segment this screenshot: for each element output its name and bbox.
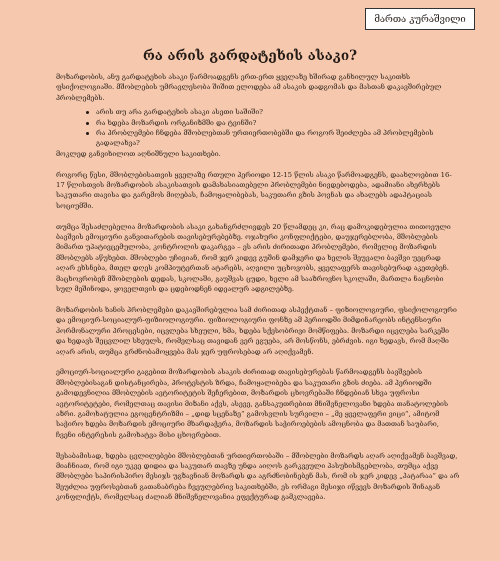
- author-name-box: [365, 8, 475, 30]
- body-paragraph: ემოციურ-სოციალური გაგებით მოზარდობის ასაკის ძირითად თავისებურებას წარმოადგენს ბავშვების მშობლებისაგან დისტანცირება, პროტესტის ზრდა, ჩამოყალიბება და საკუთარი გზის ძიება. ამ პერიოდში გამოდევნილია მშობლების ავტორიტეტის შეჩერებით, მოზარდის ცხოვრებაში ჩნდებიან სხვა უფროსი ავტორიტეტები, რომელთაც თავისი მიზანი აქვს, ასევე, განსაკუთრებით მნიშვნელოვანი ხდება თანატოლების აზრი. გამოხატულია ეგოცენტრიზმი – „დიდ სცენაზე“ გამოსვლის სურვილი – „მე ყველაფერი ვიცი“, ამიტომ საჭირო ხდება მოზარდის ემოციური მხარდაჭერა, მოზარდის საჭიროებების ამოცნობა და მათთან საუბარი, ჩვენი ინტერესის გამოხატვა მისი ცხოვრებით.: [56, 368, 449, 439]
- page-title: რა არის გარდატეხის ასაკი?: [142, 48, 358, 64]
- list-item: არის თუ არა გარდატეხის ასაკი ასეთი საშიში?: [96, 107, 460, 117]
- intro-paragraph: მოზარდობის, ანუ გარდატეხის ასაკი წარმოადგენს ერთ-ერთ ყველაზე ხშირად განხილულ საკითხს ფსიქოლოგიაში. მშობლების უმრავლესობა შიშით ელოდება ამ ასაკის დადგომას და მასთან დაკავშირებულ პრობლემებს.: [56, 73, 442, 102]
- article-body: [56, 72, 460, 513]
- intro-summary: მოკლედ განვიხილოთ აღნიშნული საკითხები.: [56, 149, 221, 158]
- list-item: რა პრობლემები ჩნდება მშობლებთან ურთიერთობებში და როგორ შეიძლება ამ პრობლემების გადალახვა?: [96, 128, 460, 149]
- body-paragraph: როგორც წესი, მშობლებისათვის ყველაზე რთული პერიოდი 12-15 წლის ასაკი წარმოადგენს, დაახლოებით 16-17 წლისთვის მოზარდობის ასაკისათვის დამახასიათებელი პრობლემები ნივდებოდება, ადამიანი ახერხებს საკუთარი თავისა და გარემოს მიღებას, ჩამოყალიბებას, საკუთარი გზის პოვნას და ახალებს ადაპტაციას სოციუმში.: [56, 170, 452, 210]
- body-paragraph: თუმცა შესაძლებელია მოზარდობის ასაკი გახანგრძლივდეს 20 წლამდეც კი, რაც დამოკიდებულია თითოეული ბავშვის ემოციური განვითარების თავისებურებებზე. ოჯახური კონფლიქტები, დაუჯერებლობა, მშობლების მიმართ უპატივცემულობა, კონტროლის დაკარგვა – ეს არის ძირითადი პრობლემები, რომელიც მოზარდის მშობლებს აწუხებთ. მშობლები უჩივიან, რომ ჯერ კიდევ გუშინ დამჯერი და ხელის შეუვალი ბავშვი უეცრად აღარ ეხსნება, მთელ დღეს კომპიუტერთან ატარებს, აღვილი უცხოვობს, ყველაფერს თავისებურად აკეთებენ. მაცხოვრობენ მშობლების დედას, სკოლაში, გაუშვას ცუდი, ხელი ამ სააზროვნო სკოლაში, მართლა ნაცნობი სულ მეშინოდა, ყოველთვის და ცდებოდნენ იდეალურ ადგილებზე.: [56, 222, 451, 294]
- body-paragraph: მოზარდობის ხანის პრობლემები დაკავშირებულია სამ ძირითად ასპექტთან – ფიზიოლოგიური, ფსიქოლოგიური და ემოციურ-სოციალურ-ფიზიოლოგიური. ფიზიოლოგიური ფონზე ამ პერიოდში მიმდინარეობს ინტენსიური ჰორმონალური პროცესები, იცვლება სხეული, ხმა, ხდება სქესობრივი მომწიფება. მოზარდი იცვლება სარკეში და ხედავს შეცვლილ სხეულს, რომელსაც თავიდან ვერ ეგუება, არ მოსწონს, ებრძვის. იგი ხედავს, რომ მაღში აღარ არის, თუმცა გრძნობამოყვება მას ჯერ უფროსებად არ აღიქვამენ.: [56, 305, 457, 356]
- question-list: [56, 107, 460, 149]
- list-item: რა ხდება მოზარდის ორგანიზმში და ტვინში?: [96, 118, 460, 128]
- body-paragraph: შესაბამისად, ხდება ცვლილებები მშობლებთან ურთიერთობაში – მშობლები მოზარდს აღარ აღიქვამენ ბავშვად, მიაჩნიათ, რომ იგი უკვე დიდია და საკუთარ თავზე უნდა აიღოს გარკვეული პასუხისმგებლობა, თუმცა აქვე მშობლები საპირისპირო მესიჯს უგზავნიან მოზარდს და აგრძნობინებენ მას, რომ ის ჯერ კიდევ „პატარაა“ და არ შეუძლია უფროსებთან გათანაბრება ჩვეულებრივ საკითხებში, ეს ორმაგი მესიჯი იწვევს მოზარდის შინაგან კონფლიქტს, რომელსაც ძალიან მნიშვნელოვანია ეფექტურად გამკლავება.: [56, 451, 460, 502]
- author-name: მართა კურაშვილი: [374, 14, 466, 25]
